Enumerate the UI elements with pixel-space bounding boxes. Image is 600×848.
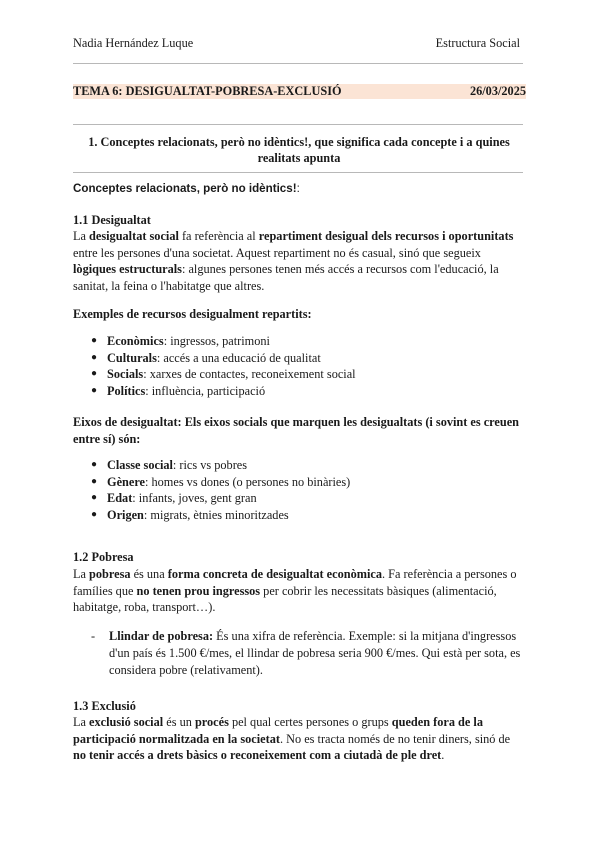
question-divider-top	[73, 124, 523, 125]
page-header	[73, 36, 520, 52]
topic-date: 26/03/2025	[469, 84, 526, 98]
paragraph-pobresa: La pobresa és una forma concreta de desigualtat econòmica. Fa referència a persones o famílies que no tenen prou ingressos per cobrir les necessitats bàsiques (alimentació, habitatge, roba, transport…).	[73, 567, 517, 614]
list-item: ● Classe social: rics vs pobres	[91, 458, 248, 472]
topic-banner	[73, 84, 526, 99]
paragraph-desigualtat: La desigualtat social fa referència al repartiment desigual dels recursos i oportunitats entre les persones d'una societat. Aquest repartiment no és casual, sinó que segueix lògiques estructurals: algunes persones tenen més accés a recursos com l'educació, la sanitat, la feina o l'habitatge que altres.	[73, 229, 514, 293]
threshold-term: Llindar de pobresa:	[109, 629, 214, 643]
section-heading-exclusio: 1.3 Exclusió	[73, 699, 136, 713]
list-item: ● Econòmics: ingressos, patrimoni	[91, 334, 270, 348]
section-heading-pobresa: 1.2 Pobresa	[73, 550, 134, 564]
list-item: ● Polítics: influència, participació	[91, 383, 266, 398]
dash-marker: -	[91, 629, 96, 643]
header-author: Nadia Hernández Luque	[73, 36, 194, 50]
axes-heading: Eixos de desigualtat: Els eixos socials que marquen les desigualtats (i sovint es creuen entre sí) són:	[73, 415, 520, 446]
intro-line	[73, 181, 525, 198]
intro-bold: Conceptes relacionats, però no idèntics!	[73, 182, 297, 195]
list-item: ● Socials: xarxes de contactes, reconeixement social	[91, 367, 356, 381]
intro-rest: :	[296, 182, 300, 195]
axes-list	[91, 457, 511, 523]
poverty-threshold-item	[91, 628, 523, 679]
paragraph-exclusio: La exclusió social és un procés pel qual certes persones o grups queden fora de la participació normalitzada en la societat. No es tracta només de no tenir diners, sinó de no tenir accés a drets bàsics o reconeixement com a ciutadà de ple dret.	[73, 715, 511, 762]
topic-title: TEMA 6: DESIGUALTAT-POBRESA-EXCLUSIÓ	[73, 84, 342, 98]
list-item: ● Edat: infants, joves, gent gran	[91, 491, 257, 505]
list-item: ● Culturals: accés a una educació de qualitat	[91, 350, 321, 365]
threshold-desc: És una xifra de referència. Exemple: si la mitjana d'ingressos d'un país és 1.500 €/mes, el llindar de pobresa seria 900 €/mes. Qui està per sota, es considera pobre (relativament).	[109, 629, 521, 677]
examples-heading: Exemples de recursos desigualment repartits:	[73, 307, 312, 321]
question-title: 1. Conceptes relacionats, però no idèntics!, que significa cada concepte i a quines realitats apunta	[88, 135, 510, 165]
examples-list	[91, 333, 511, 399]
header-subject: Estructura Social	[435, 36, 520, 50]
header-divider	[73, 63, 523, 64]
list-item: ● Origen: migrats, ètnies minoritzades	[91, 507, 289, 522]
question-divider-bottom	[73, 172, 523, 173]
section-heading-desigualtat: 1.1 Desigualtat	[73, 213, 151, 227]
list-item: ● Gènere: homes vs dones (o persones no binàries)	[91, 474, 351, 489]
